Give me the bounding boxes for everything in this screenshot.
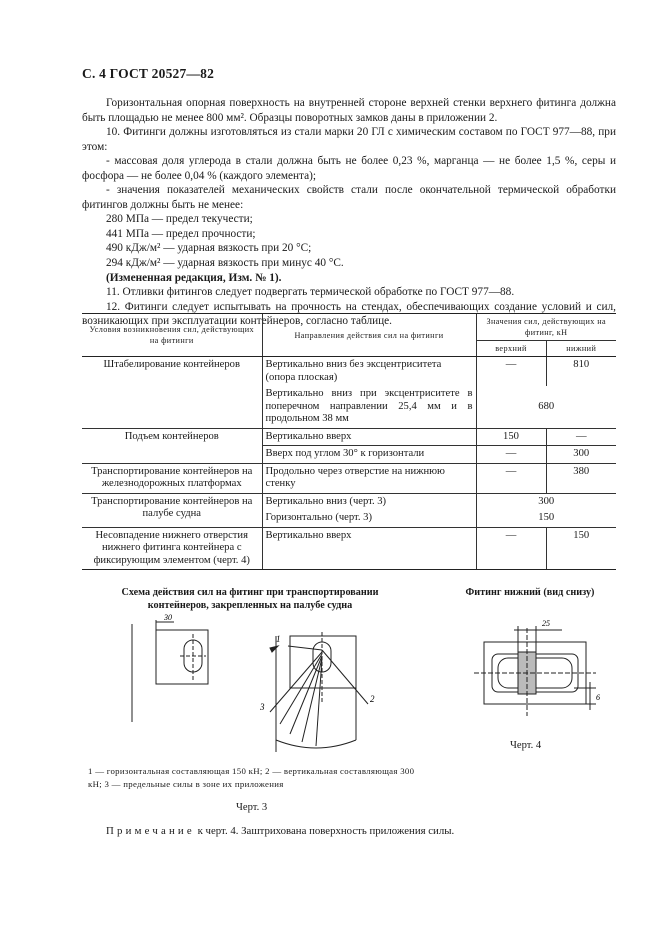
- table-cell: Вертикально вниз без эксцентриситета (опора плоская): [262, 357, 476, 387]
- table-cell: —: [476, 527, 546, 570]
- arrowhead: [270, 646, 278, 652]
- table-row: [82, 463, 616, 493]
- figure-3-drawing: [120, 612, 380, 762]
- table-cell: 680: [476, 386, 616, 428]
- table-header-upper: верхний: [476, 341, 546, 357]
- paragraph: - массовая доля углерода в стали должна быть не более 0,23 %, марганца — не более 1,5 %, серы и фосфора — не более 0,04 % (каждого элемента);: [82, 155, 616, 182]
- figure-3-legend: 1 — горизонтальная составляющая 150 кН; 2 — вертикальная составляющая 300 кН; 3 — предельные силы в зоне их приложения: [88, 766, 415, 789]
- table-row: [82, 493, 616, 510]
- paragraph: 12. Фитинги следует испытывать на прочность на стендах, обеспечивающих создание условий и сил, возникающих при эксплуатации контейнеров, согласно таблице.: [82, 300, 616, 328]
- dimension-label: 6: [596, 693, 600, 702]
- table-cell: Вверх под углом 30° к горизонтали: [262, 446, 476, 464]
- paragraph: 280 МПа — предел текучести;: [106, 213, 253, 226]
- table-header-conditions: Условия возникновения сил, действующих на фитинги: [82, 314, 262, 357]
- table-header-lower: нижний: [546, 341, 616, 357]
- table-cell: Продольно через отверстие на нижнюю стенку: [262, 463, 476, 493]
- force-label-1: 1: [276, 634, 281, 644]
- table-cell: Вертикально вниз (черт. 3): [262, 493, 476, 510]
- figure-3-label: Черт. 3: [236, 802, 268, 813]
- force-line-2: [322, 650, 368, 704]
- note-text: к черт. 4. Заштрихована поверхность приложения силы.: [197, 825, 455, 837]
- table-cell: Штабелирование контейнеров: [103, 359, 240, 370]
- figure-4-drawing: [470, 612, 610, 722]
- table-row: [82, 428, 616, 446]
- note-label: Примечание: [106, 825, 195, 837]
- table-cell: 150: [476, 510, 616, 527]
- fitting-outline-left: [156, 630, 208, 684]
- dimension-label: 30: [164, 613, 172, 622]
- paragraph: 490 кДж/м² — ударная вязкость при 20 °С;: [106, 242, 312, 255]
- paragraph: 441 МПа — предел прочности;: [106, 227, 256, 240]
- paragraph: Горизонтальная опорная поверхность на внутренней стороне верхней стенки верхнего фитинга должна быть площадью не менее 800 мм². Образцы поворотных замков даны в приложении 2.: [82, 97, 616, 124]
- paragraph: 10. Фитинги должны изготовляться из стали марки 20 ГЛ с химическим составом по ГОСТ 977—88, при этом:: [82, 126, 616, 153]
- fitting-outline-right: [290, 636, 356, 688]
- table-row: [82, 357, 616, 387]
- table-header-values: Значения сил, действующих на фитинг, кН: [476, 314, 616, 341]
- table-cell: Вертикально вверх: [262, 527, 476, 570]
- table-cell: Несовпадение нижнего отверстия нижнего фитинга контейнера с фиксирующим элементом (черт. 4): [82, 527, 262, 570]
- table-cell: —: [546, 428, 616, 446]
- table-header-directions: Направления действия сил на фитинги: [262, 314, 476, 357]
- table-cell: 150: [476, 428, 546, 446]
- table-cell: 810: [546, 357, 616, 387]
- figure-4-label: Черт. 4: [510, 740, 542, 751]
- table-cell: 150: [546, 527, 616, 570]
- table-cell: —: [476, 463, 546, 493]
- body-text: [82, 96, 616, 329]
- table-cell: Подъем контейнеров: [82, 428, 262, 463]
- dimension-label: 25: [542, 619, 550, 628]
- table-cell: Транспортирование контейнеров на железнодорожных платформах: [82, 463, 262, 493]
- table-cell: Транспортирование контейнеров на палубе судна: [82, 493, 262, 527]
- table-cell: Вертикально вверх: [262, 428, 476, 446]
- forces-table: [82, 313, 616, 570]
- force-label-2: 2: [370, 694, 375, 704]
- paragraph: 294 кДж/м² — ударная вязкость при минус 40 °С.: [106, 257, 344, 270]
- table-cell: Вертикально вниз при эксцентриситете в поперечном направлении 25,4 мм и в продольном 38 мм: [262, 386, 476, 428]
- force-line-1: [288, 646, 322, 650]
- force-line-3: [280, 654, 322, 724]
- paragraph: 11. Отливки фитингов следует подвергать термической обработке по ГОСТ 977—88.: [106, 286, 515, 299]
- table-cell: 380: [546, 463, 616, 493]
- note: [106, 825, 454, 837]
- page-header: С. 4 ГОСТ 20527—82: [82, 66, 215, 81]
- figure-3-caption: Схема действия сил на фитинг при транспортировании контейнеров, закрепленных на палубе судна: [121, 587, 379, 611]
- amendment-note: (Измененная редакция, Изм. № 1).: [106, 271, 282, 284]
- table-cell: —: [476, 357, 546, 387]
- table-cell: Горизонтально (черт. 3): [262, 510, 476, 527]
- force-label-3: 3: [260, 702, 265, 712]
- table-cell: 300: [476, 493, 616, 510]
- table-cell: 300: [546, 446, 616, 464]
- figure-4-caption: Фитинг нижний (вид снизу): [465, 587, 595, 598]
- paragraph: - значения показателей механических свойств стали после окончательной термической обработки фитингов должны быть не менее:: [82, 184, 616, 211]
- force-line-3: [270, 652, 322, 712]
- table-cell: —: [476, 446, 546, 464]
- table-row: [82, 527, 616, 570]
